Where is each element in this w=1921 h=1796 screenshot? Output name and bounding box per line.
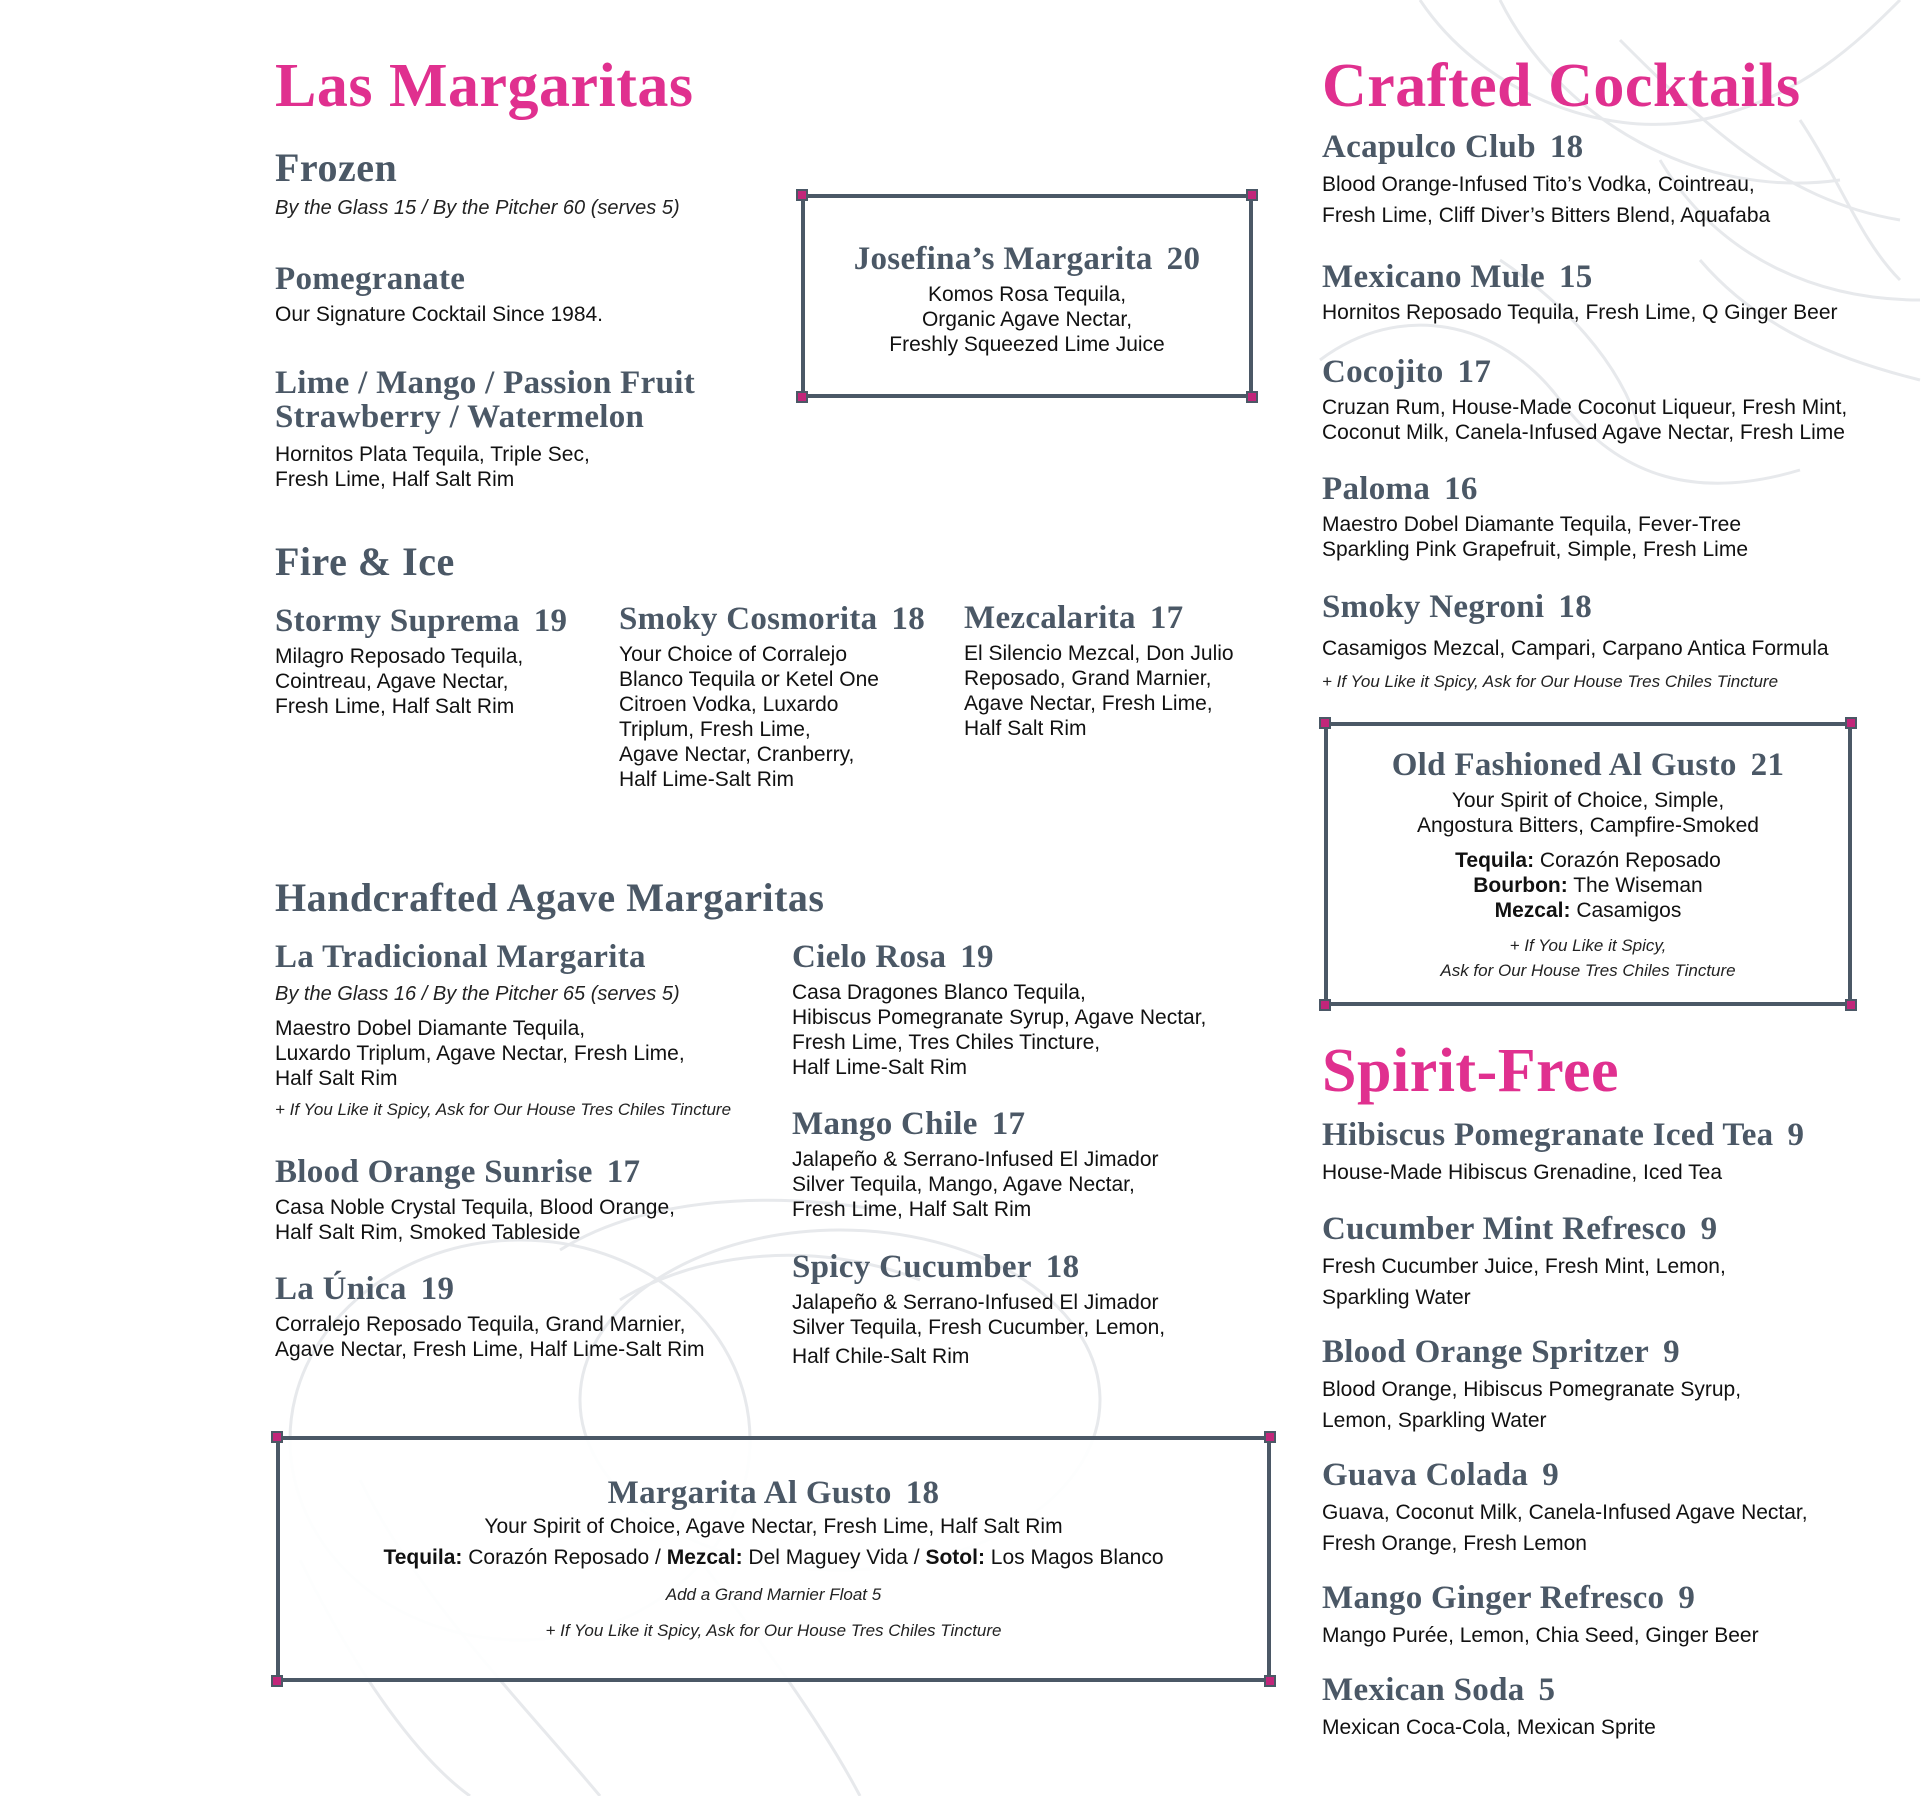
item-desc-line: Fresh Lime, Half Salt Rim: [275, 695, 515, 718]
item-price: 18: [891, 601, 926, 637]
item-name: Cocojito: [1322, 354, 1444, 390]
item-desc-line: Fresh Orange, Fresh Lemon: [1322, 1532, 1587, 1555]
spirit-free-item: [1322, 1335, 1912, 1433]
item-desc-line: Agave Nectar, Cranberry,: [619, 743, 855, 766]
item-name: Cucumber Mint Refresco: [1322, 1211, 1687, 1247]
item-name: Paloma: [1322, 471, 1431, 507]
item-desc-line: Casa Dragones Blanco Tequila,: [792, 981, 1086, 1004]
bourbon-value: The Wiseman: [1567, 874, 1703, 897]
item-desc-line: Blood Orange-Infused Tito’s Vodka, Cointreau,: [1322, 173, 1755, 196]
frozen-pricing: By the Glass 15 / By the Pitcher 60 (serves 5): [275, 197, 680, 219]
item-price: 18: [1558, 589, 1593, 625]
item-desc-line: El Silencio Mezcal, Don Julio: [964, 642, 1234, 665]
item-desc-line: Half Salt Rim: [275, 1067, 398, 1090]
item-price: 19: [420, 1271, 455, 1307]
tradicional-item: [275, 940, 775, 1121]
agave-heading: Handcrafted Agave Margaritas: [275, 875, 825, 920]
item-desc-line: Jalapeño & Serrano-Infused El Jimador: [792, 1291, 1159, 1314]
tequila-value: Corazón Reposado: [1534, 849, 1721, 872]
item-desc-line: Guava, Coconut Milk, Canela-Infused Agave Nectar,: [1322, 1501, 1808, 1524]
item-desc-line: House-Made Hibiscus Grenadine, Iced Tea: [1322, 1161, 1722, 1184]
item-desc-line: Triplum, Fresh Lime,: [619, 718, 811, 741]
spirit-free-item: [1322, 1118, 1912, 1185]
item-price: 9: [1787, 1117, 1805, 1153]
item-desc-line: Your Choice of Corralejo: [619, 643, 848, 666]
item-desc-line: Maestro Dobel Diamante Tequila,: [275, 1017, 586, 1040]
frozen-flavors-item: [275, 366, 695, 492]
sotol-label: Sotol:: [925, 1546, 985, 1569]
al-gusto-price: 18: [905, 1475, 940, 1511]
item-desc-line: Half Salt Rim, Smoked Tableside: [275, 1221, 581, 1244]
item-desc-line: Maestro Dobel Diamante Tequila, Fever-Tree: [1322, 513, 1742, 536]
item-desc-line: Silver Tequila, Mango, Agave Nectar,: [792, 1173, 1135, 1196]
item-price: 5: [1538, 1672, 1556, 1708]
sotol-value: Los Magos Blanco: [984, 1546, 1164, 1569]
item-desc-line: Milagro Reposado Tequila,: [275, 645, 524, 668]
crafted-cocktails-heading: Crafted Cocktails: [1322, 52, 1801, 120]
item-desc-line: Corralejo Reposado Tequila, Grand Marnier,: [275, 1313, 686, 1336]
old-fashioned-note-1: + If You Like it Spicy,: [1509, 936, 1667, 955]
old-fashioned-mezcal: [1328, 898, 1848, 923]
item-desc-line: Reposado, Grand Marnier,: [964, 667, 1212, 690]
old-fashioned-desc-1: Your Spirit of Choice, Simple,: [1451, 789, 1725, 812]
spirit-free-item: [1322, 1673, 1912, 1740]
item-desc-line: Fresh Lime, Cliff Diver’s Bitters Blend, Aquafaba: [1322, 204, 1771, 227]
tequila-label: Tequila:: [1455, 849, 1535, 872]
item-name: Acapulco Club: [1322, 129, 1536, 165]
pomegranate-desc: Our Signature Cocktail Since 1984.: [275, 303, 604, 326]
item-name: Mezcalarita: [964, 600, 1136, 636]
item-name: Mango Chile: [792, 1106, 978, 1142]
mezcal-value: Del Maguey Vida /: [742, 1546, 926, 1569]
item-name: Stormy Suprema: [275, 603, 520, 639]
item-price: 18: [1045, 1249, 1080, 1285]
item-desc-line: Coconut Milk, Canela-Infused Agave Nectar, Fresh Lime: [1322, 421, 1845, 444]
item-price: 17: [1149, 600, 1184, 636]
item-name: Mango Ginger Refresco: [1322, 1580, 1665, 1616]
pomegranate-item: [275, 262, 603, 327]
margarita-al-gusto-box: [276, 1436, 1271, 1682]
frozen-section: [275, 145, 680, 220]
al-gusto-float: Add a Grand Marnier Float 5: [665, 1585, 882, 1604]
old-fashioned-tequila: [1328, 848, 1848, 873]
old-fashioned-note-2: Ask for Our House Tres Chiles Tincture: [1440, 961, 1736, 980]
spirit-free-item: [1322, 1212, 1912, 1310]
josefina-desc-1: Komos Rosa Tequila,: [927, 283, 1127, 306]
item-price: 19: [960, 939, 994, 975]
mango-chile-item: [792, 1107, 1272, 1222]
al-gusto-spirits: [280, 1545, 1267, 1570]
fire-ice-item: [619, 602, 949, 792]
item-price: 15: [1558, 259, 1593, 295]
item-price: 17: [1457, 354, 1492, 390]
las-margaritas-heading: Las Margaritas: [275, 52, 694, 120]
item-name: Guava Colada: [1322, 1457, 1529, 1493]
item-desc-line: Fresh Lime, Half Salt Rim: [792, 1198, 1032, 1221]
crafted-item: [1322, 130, 1902, 228]
mezcal-value: Casamigos: [1570, 899, 1682, 922]
item-name: La Única: [275, 1271, 407, 1307]
al-gusto-desc: Your Spirit of Choice, Agave Nectar, Fresh Lime, Half Salt Rim: [484, 1515, 1063, 1538]
item-name: Blood Orange Spritzer: [1322, 1334, 1650, 1370]
crafted-item: [1322, 472, 1902, 562]
la-unica-item: [275, 1272, 775, 1362]
flavors-line-1: Lime / Mango / Passion Fruit: [275, 365, 695, 401]
flavors-desc-2: Fresh Lime, Half Salt Rim: [275, 468, 515, 491]
old-fashioned-price: 21: [1750, 747, 1785, 783]
item-desc-line: Casa Noble Crystal Tequila, Blood Orange,: [275, 1196, 675, 1219]
item-name: Smoky Negroni: [1322, 589, 1545, 625]
item-name: Smoky Cosmorita: [619, 601, 878, 637]
item-name: Spicy Cucumber: [792, 1249, 1032, 1285]
item-desc-line: Fresh Cucumber Juice, Fresh Mint, Lemon,: [1322, 1255, 1726, 1278]
josefina-desc-3: Freshly Squeezed Lime Juice: [889, 333, 1165, 356]
item-desc-line: Luxardo Triplum, Agave Nectar, Fresh Lime,: [275, 1042, 685, 1065]
item-desc-line: Casamigos Mezcal, Campari, Carpano Antica Formula: [1322, 637, 1829, 660]
item-desc-line: Hibiscus Pomegranate Syrup, Agave Nectar,: [792, 1006, 1207, 1029]
crafted-item: [1322, 355, 1912, 445]
item-name: Cielo Rosa: [792, 939, 947, 975]
josefina-price: 20: [1166, 241, 1201, 277]
flavors-desc-1: Hornitos Plata Tequila, Triple Sec,: [275, 443, 590, 466]
al-gusto-spicy-note: + If You Like it Spicy, Ask for Our House Tres Chiles Tincture: [545, 1621, 1002, 1640]
item-desc-line: Cruzan Rum, House-Made Coconut Liqueur, Fresh Mint,: [1322, 396, 1848, 419]
item-name: Mexican Soda: [1322, 1672, 1525, 1708]
bourbon-label: Bourbon:: [1473, 874, 1568, 897]
blood-orange-sunrise-item: [275, 1155, 775, 1245]
item-desc-line: Citroen Vodka, Luxardo: [619, 693, 839, 716]
josefina-desc-2: Organic Agave Nectar,: [921, 308, 1133, 331]
item-name: Hibiscus Pomegranate Iced Tea: [1322, 1117, 1774, 1153]
item-price: 9: [1663, 1334, 1680, 1370]
item-desc-line: Half Chile-Salt Rim: [792, 1345, 970, 1368]
item-desc-line: Cointreau, Agave Nectar,: [275, 670, 509, 693]
item-price: 9: [1678, 1580, 1696, 1616]
mezcal-label: Mezcal:: [666, 1546, 743, 1569]
item-desc-line: Hornitos Reposado Tequila, Fresh Lime, Q Ginger Beer: [1322, 301, 1838, 324]
flavors-line-2: Strawberry / Watermelon: [275, 399, 645, 435]
spirit-free-item: [1322, 1581, 1912, 1648]
old-fashioned-desc-2: Angostura Bitters, Campfire-Smoked: [1417, 814, 1759, 837]
item-desc-line: Lemon, Sparkling Water: [1322, 1409, 1547, 1432]
mezcal-label: Mezcal:: [1494, 899, 1571, 922]
item-name: Blood Orange Sunrise: [275, 1154, 593, 1190]
tradicional-name: La Tradicional Margarita: [275, 939, 646, 975]
spirit-free-item: [1322, 1458, 1912, 1556]
item-desc-line: Fresh Lime, Tres Chiles Tincture,: [792, 1031, 1101, 1054]
item-desc-line: Half Lime-Salt Rim: [792, 1056, 968, 1079]
crafted-item: [1322, 590, 1902, 693]
old-fashioned-box: [1324, 722, 1852, 1006]
item-price: 17: [991, 1106, 1026, 1142]
item-price: 19: [533, 603, 568, 639]
josefina-feature-box: [801, 194, 1253, 398]
item-desc-line: Sparkling Pink Grapefruit, Simple, Fresh Lime: [1322, 538, 1748, 561]
tradicional-pricing: By the Glass 16 / By the Pitcher 65 (serves 5): [275, 983, 680, 1005]
item-desc-line: Silver Tequila, Fresh Cucumber, Lemon,: [792, 1316, 1166, 1339]
item-price: 9: [1542, 1457, 1560, 1493]
item-desc-line: Half Lime-Salt Rim: [619, 768, 795, 791]
item-desc-line: Agave Nectar, Fresh Lime, Half Lime-Salt Rim: [275, 1338, 705, 1361]
fire-ice-item: [275, 604, 595, 719]
fire-ice-heading: Fire & Ice: [275, 539, 455, 584]
frozen-heading: Frozen: [275, 145, 398, 190]
crafted-spicy-note: + If You Like it Spicy, Ask for Our House Tres Chiles Tincture: [1322, 672, 1779, 691]
cielo-rosa-item: [792, 940, 1272, 1080]
fire-ice-item: [964, 601, 1274, 741]
item-desc-line: Sparkling Water: [1322, 1286, 1471, 1309]
item-price: 17: [606, 1154, 641, 1190]
item-desc-line: Agave Nectar, Fresh Lime,: [964, 692, 1213, 715]
spirit-free-heading: Spirit-Free: [1322, 1037, 1620, 1105]
item-price: 18: [1549, 129, 1584, 165]
tradicional-spicy-note: + If You Like it Spicy, Ask for Our House Tres Chiles Tincture: [275, 1100, 732, 1119]
al-gusto-name: Margarita Al Gusto: [607, 1475, 892, 1511]
item-desc-line: Mexican Coca-Cola, Mexican Sprite: [1322, 1716, 1656, 1739]
item-desc-line: Jalapeño & Serrano-Infused El Jimador: [792, 1148, 1159, 1171]
crafted-item: [1322, 260, 1902, 325]
tequila-value: Corazón Reposado /: [462, 1546, 667, 1569]
josefina-name: Josefina’s Margarita: [853, 241, 1153, 277]
item-price: 16: [1444, 471, 1478, 507]
item-desc-line: Mango Purée, Lemon, Chia Seed, Ginger Beer: [1322, 1624, 1759, 1647]
pomegranate-name: Pomegranate: [275, 261, 466, 297]
item-name: Mexicano Mule: [1322, 259, 1545, 295]
item-desc-line: Half Salt Rim: [964, 717, 1087, 740]
tequila-label: Tequila:: [383, 1546, 463, 1569]
item-desc-line: Blanco Tequila or Ketel One: [619, 668, 879, 691]
old-fashioned-name: Old Fashioned Al Gusto: [1391, 747, 1737, 783]
item-desc-line: Blood Orange, Hibiscus Pomegranate Syrup,: [1322, 1378, 1742, 1401]
old-fashioned-bourbon: [1328, 873, 1848, 898]
spicy-cucumber-item: [792, 1250, 1272, 1369]
item-price: 9: [1700, 1211, 1718, 1247]
